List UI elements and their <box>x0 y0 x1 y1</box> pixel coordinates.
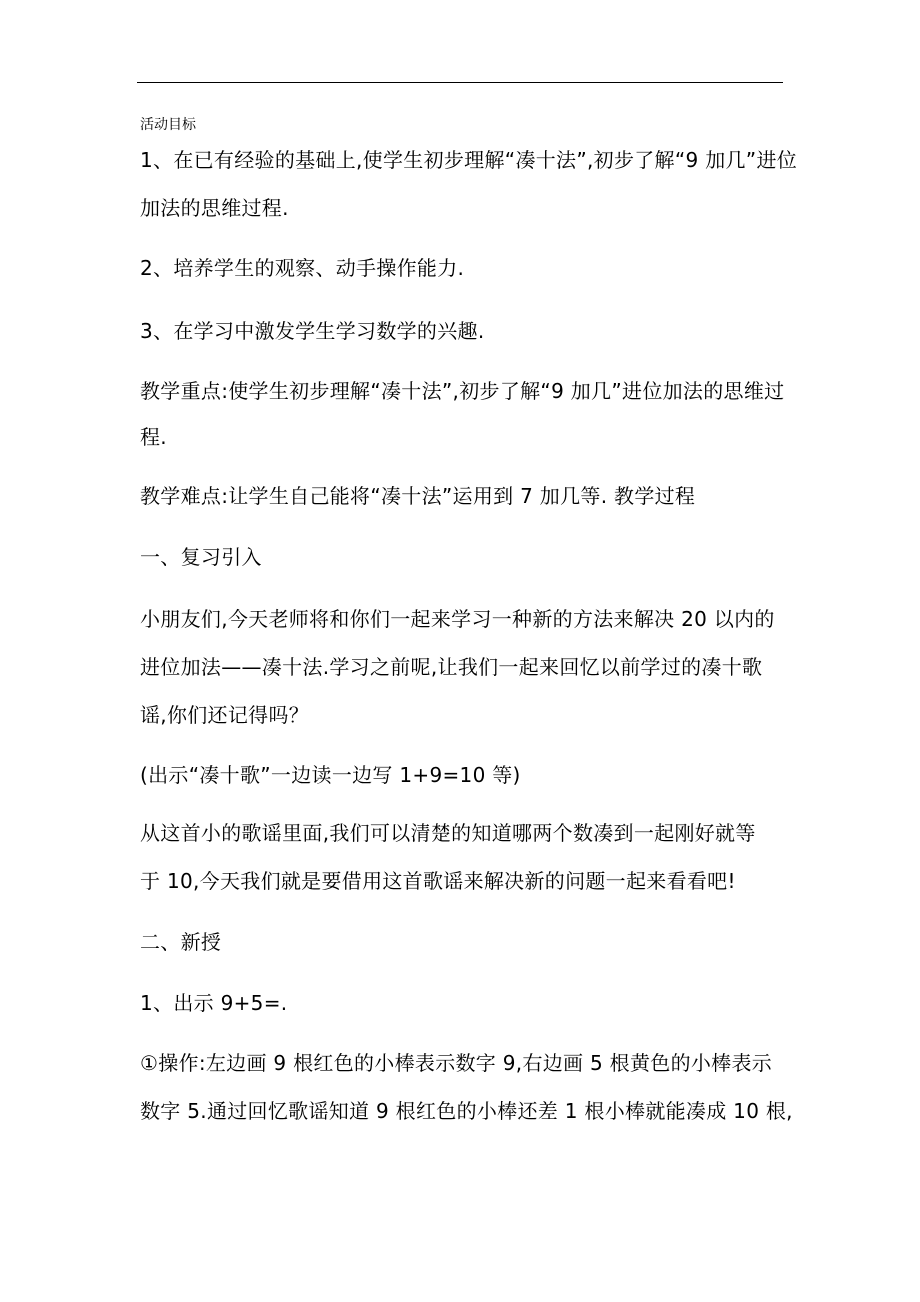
song-paragraph-line-2: 于 10,今天我们就是要借用这首歌谣来解决新的问题一起来看看吧! <box>140 869 736 893</box>
show-problem-line: 1、出示 9+5=. <box>140 991 288 1015</box>
operation-line-1: ①操作:左边画 9 根红色的小棒表示数字 9,右边画 5 根黄色的小棒表示 <box>140 1051 773 1075</box>
operation-line-2: 数字 5.通过回忆歌谣知道 9 根红色的小棒还差 1 根小棒就能凑成 10 根, <box>140 1099 793 1123</box>
goal-1-line-2: 加法的思维过程. <box>140 196 289 220</box>
intro-paragraph-line-1: 小朋友们,今天老师将和你们一起来学习一种新的方法来解决 20 以内的 <box>140 607 775 631</box>
intro-paragraph-line-2: 进位加法——凑十法.学习之前呢,让我们一起来回忆以前学过的凑十歌 <box>140 655 763 679</box>
key-point-line-1: 教学重点:使学生初步理解“凑十法”,初步了解“9 加几”进位加法的思维过 <box>140 379 785 403</box>
section-two-heading: 二、新授 <box>140 930 222 954</box>
section-heading: 活动目标 <box>140 117 196 133</box>
goal-3: 3、在学习中激发学生学习数学的兴趣. <box>140 319 485 343</box>
goal-2: 2、培养学生的观察、动手操作能力. <box>140 256 465 280</box>
header-rule <box>137 82 783 83</box>
key-point-line-2: 程. <box>140 425 167 449</box>
difficulty-line: 教学难点:让学生自己能将“凑十法”运用到 7 加几等. 教学过程 <box>140 484 696 508</box>
section-one-heading: 一、复习引入 <box>140 545 262 569</box>
intro-paragraph-line-3: 谣,你们还记得吗？ <box>140 703 310 727</box>
song-paragraph-line-1: 从这首小的歌谣里面,我们可以清楚的知道哪两个数凑到一起刚好就等 <box>140 821 756 845</box>
goal-1-line-1: 1、在已有经验的基础上,使学生初步理解“凑十法”,初步了解“9 加几”进位 <box>140 148 798 172</box>
show-song-line: (出示“凑十歌”一边读一边写 1+9=10 等) <box>140 763 521 787</box>
